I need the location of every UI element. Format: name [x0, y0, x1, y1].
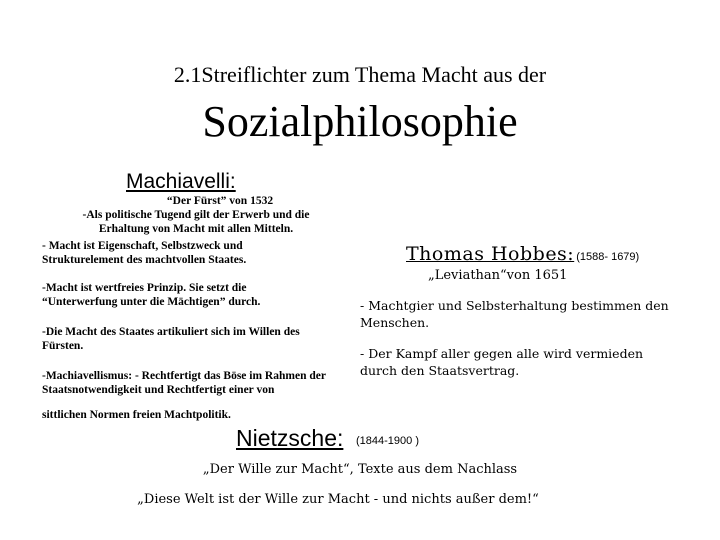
nietzsche-heading: Nietzsche: — [236, 425, 344, 451]
machiavelli-point: -Macht ist wertfreies Prinzip. Sie setzt die “Unterwerfung unter die Mächtigen” durch. — [42, 282, 261, 308]
machiavelli-point: -Machiavellismus: - Rechtfertigt das Böse im Rahmen der Staatsnotwendigkeit und Rechtfertigt einer von — [42, 370, 326, 396]
slide-title: 2.1Streiflichter zum Thema Macht aus der — [173, 62, 547, 87]
hobbes-work: „Leviathan“von 1651 — [428, 268, 568, 283]
nietzsche-heading-block — [236, 425, 343, 452]
slide-subtitle: Sozialphilosophie — [202, 97, 518, 146]
hobbes-heading-block — [406, 243, 639, 265]
nietzsche-quote: „Diese Welt ist der Wille zur Macht - und nichts außer dem!“ — [137, 492, 539, 507]
hobbes-point: - Machtgier und Selbsterhaltung bestimmen den Menschen. — [360, 298, 669, 330]
hobbes-heading: Thomas Hobbes: — [406, 243, 575, 265]
nietzsche-work: „Der Wille zur Macht“, Texte aus dem Nachlass — [202, 462, 518, 477]
machiavelli-point: sittlichen Normen freien Machtpolitik. — [42, 409, 231, 421]
machiavelli-point: -Die Macht des Staates artikuliert sich im Willen des Fürsten. — [42, 326, 300, 352]
machiavelli-work: “Der Fürst” von 1532 — [166, 195, 274, 207]
hobbes-dates: (1588- 1679) — [576, 251, 640, 263]
nietzsche-dates: (1844-1900 ) — [356, 435, 419, 447]
machiavelli-heading: Machiavelli: — [126, 170, 236, 193]
machiavelli-point: -Als politische Tugend gilt der Erwerb und die Erhaltung von Macht mit allen Mitteln. — [82, 209, 310, 235]
machiavelli-point: - Macht ist Eigenschaft, Selbstzweck und Strukturelement des machtvollen Staates. — [42, 240, 247, 266]
hobbes-point: - Der Kampf aller gegen alle wird vermieden durch den Staatsvertrag. — [360, 346, 644, 378]
